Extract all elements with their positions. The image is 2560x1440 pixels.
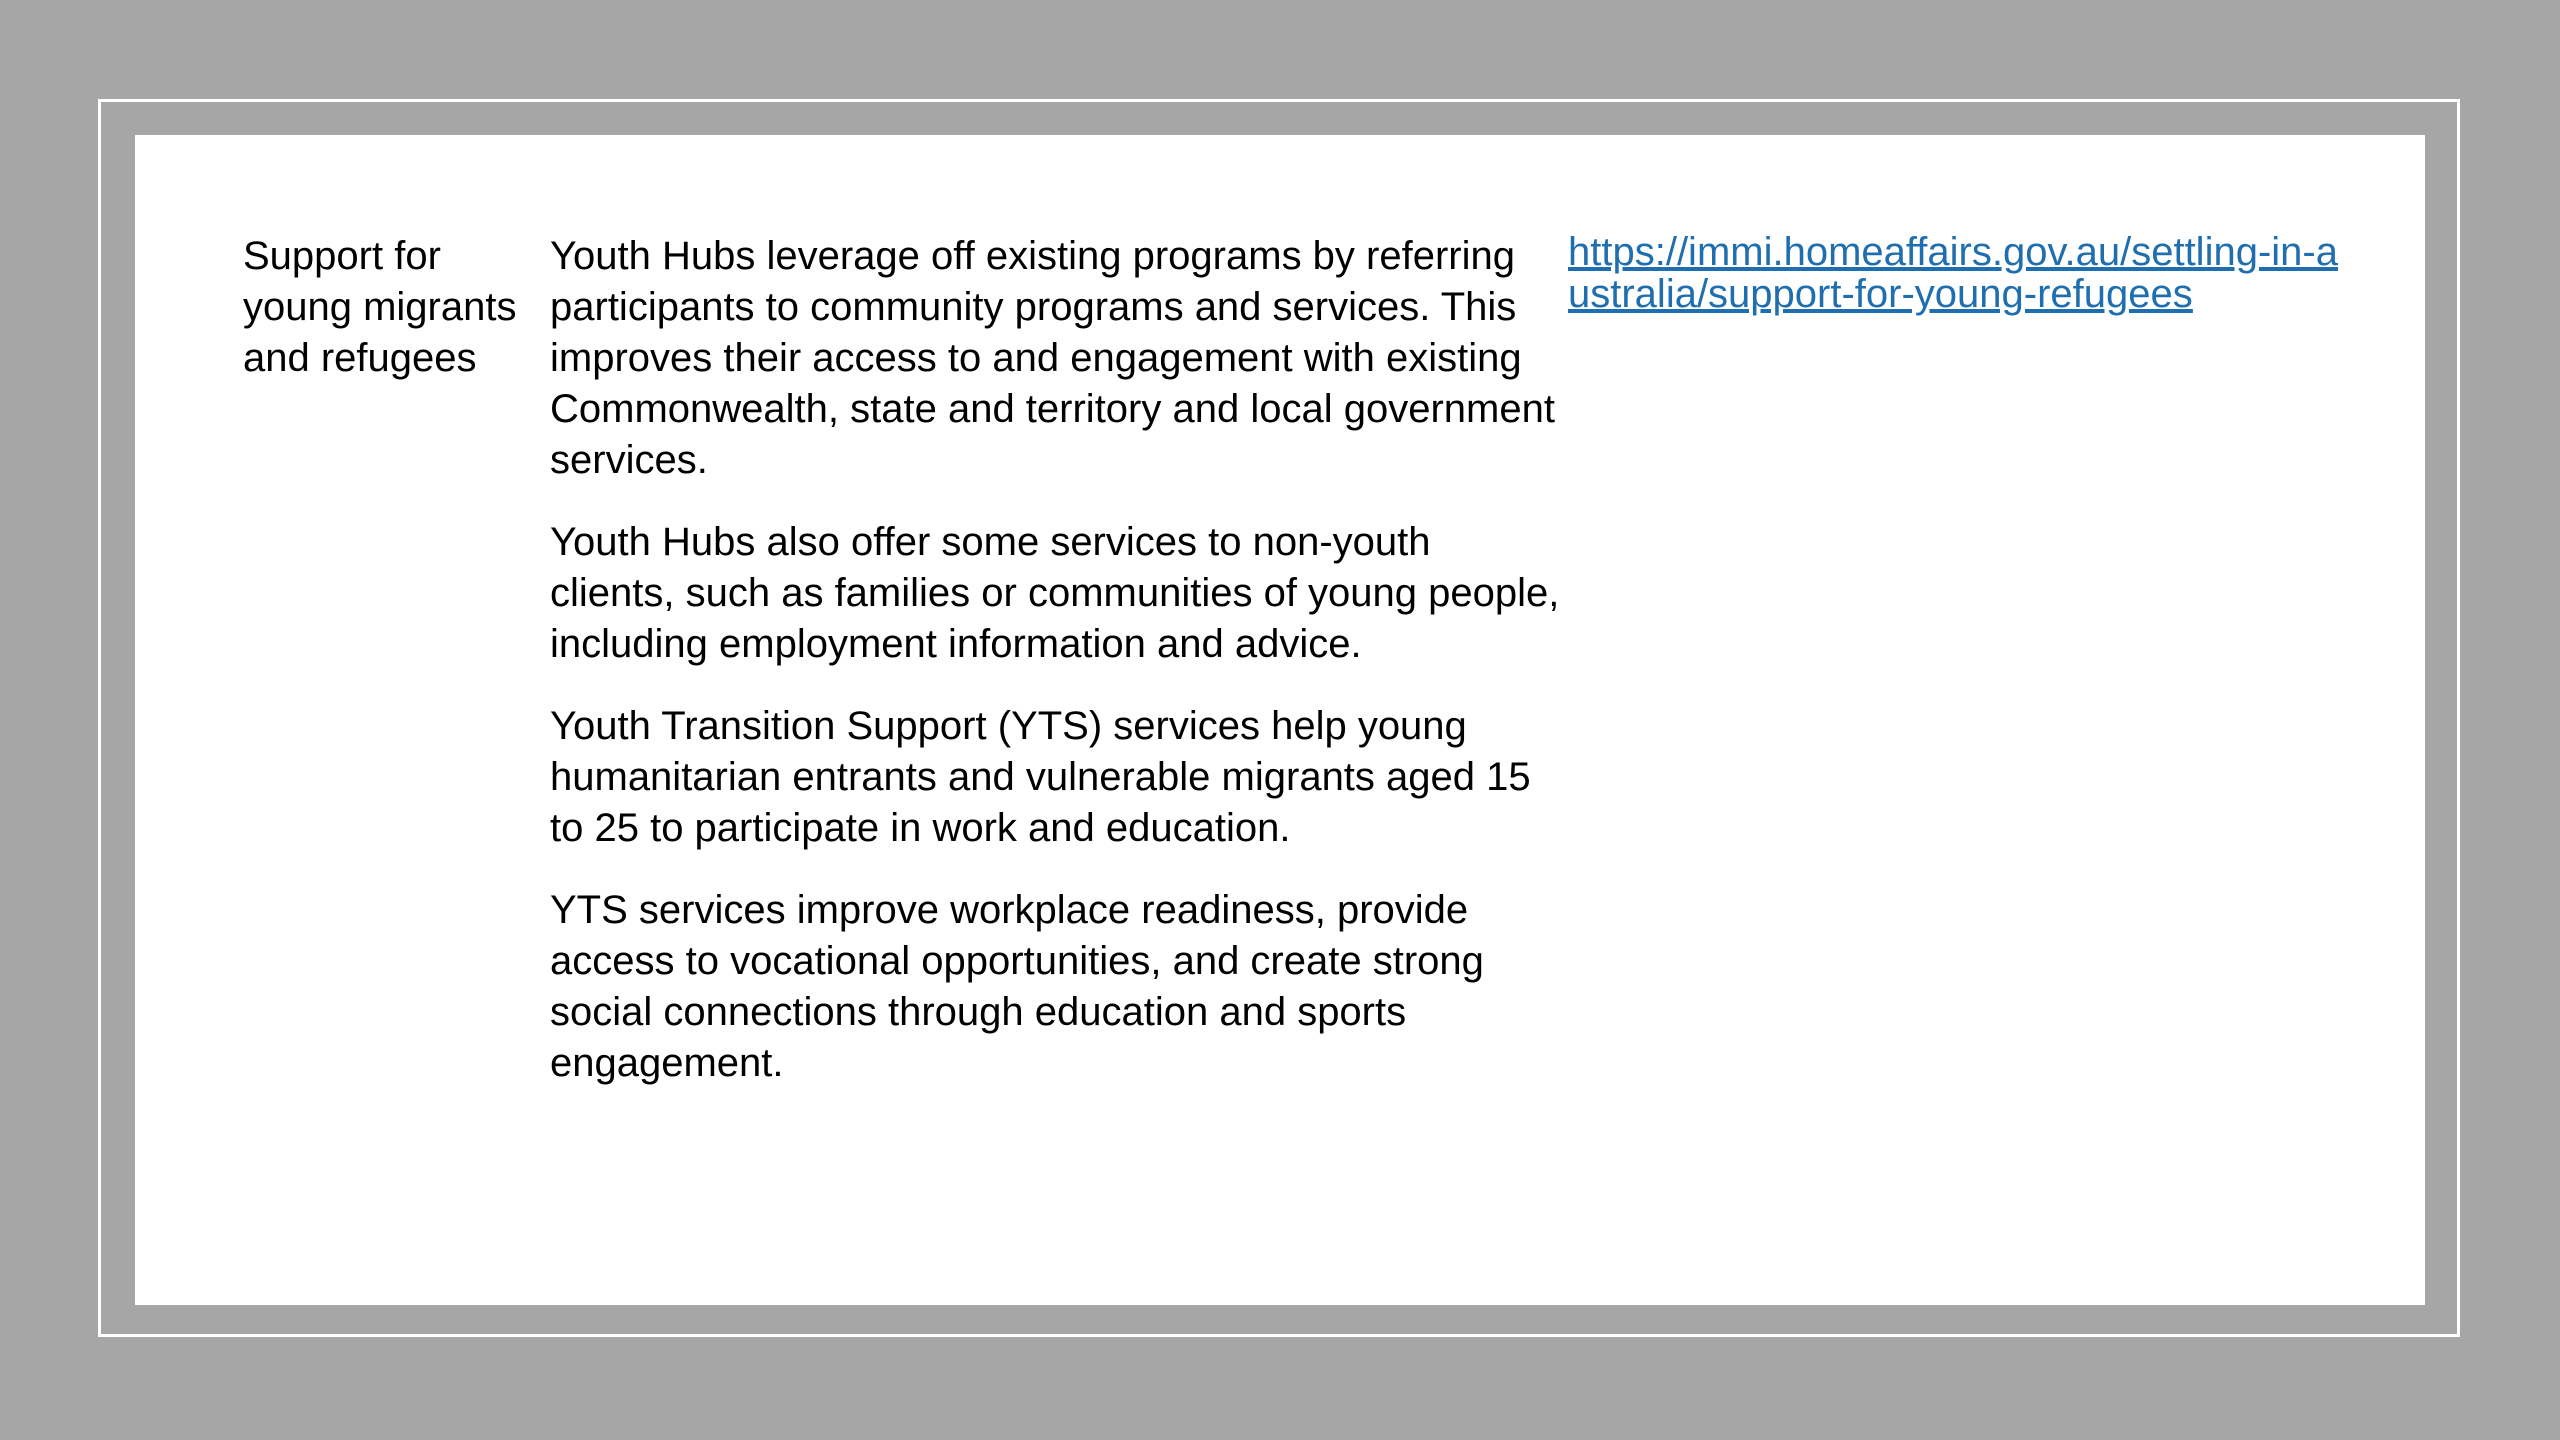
description-paragraph: Youth Transition Support (YTS) services help young humanitarian entrants and vulnerable migrants aged 15 to 25 to participate in work and education.: [550, 704, 1531, 850]
description-paragraph: Youth Hubs leverage off existing programs by referring participants to community programs and services. This improves their access to and engagement with existing Commonwealth, state and territory and local government services.: [550, 234, 1555, 482]
row-label: Support for young migrants and refugees: [243, 234, 517, 380]
support-link[interactable]: https://immi.homeaffairs.gov.au/settling-in-australia/support-for-young-refugees: [1568, 230, 2338, 316]
slide: [135, 135, 2425, 1305]
description-paragraph: Youth Hubs also offer some services to non-youth clients, such as families or communities of young people, including employment information and advice.: [550, 520, 1560, 666]
description-paragraph: YTS services improve workplace readiness, provide access to vocational opportunities, and create strong social connections through education and sports engagement.: [550, 888, 1484, 1085]
table-row: [135, 135, 2425, 1305]
row-description: [550, 231, 1560, 1120]
row-link-cell: [1568, 231, 2338, 315]
